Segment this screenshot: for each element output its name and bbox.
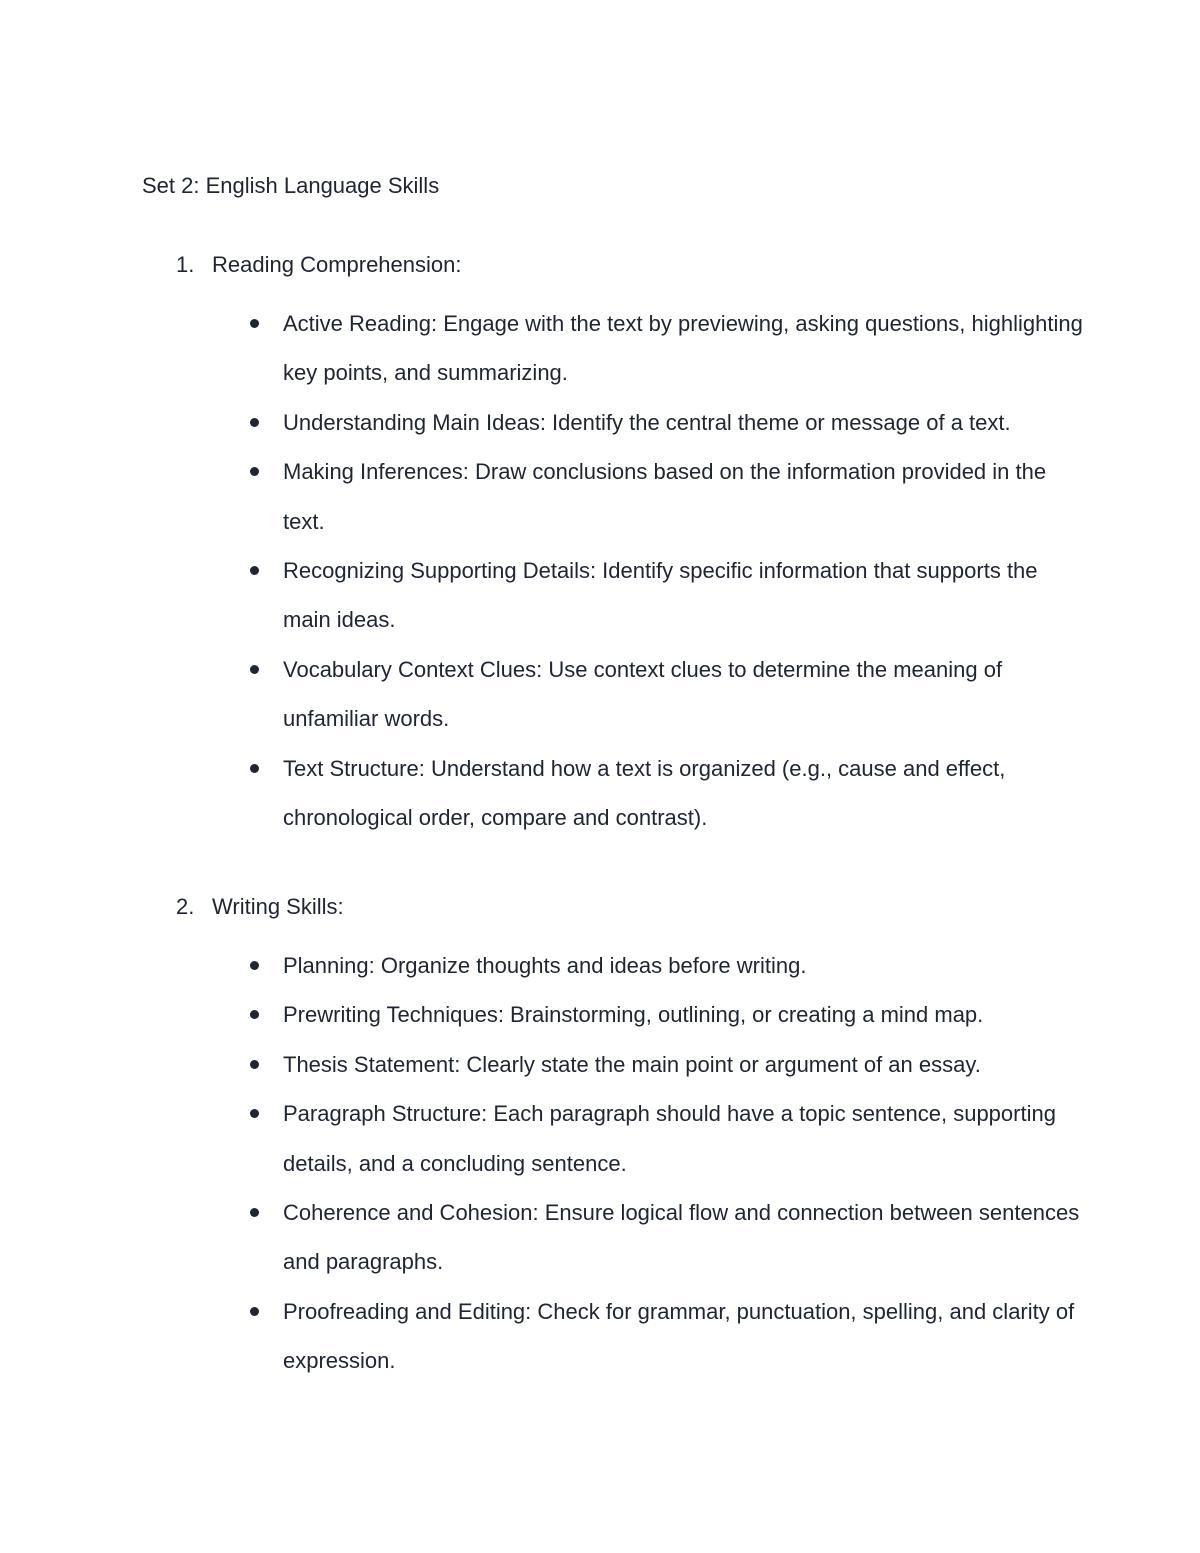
list-item <box>0 1287 1083 1386</box>
list-item <box>0 645 1083 744</box>
section-heading <box>0 249 1200 299</box>
list-item-text: Planning: Organize thoughts and ideas before writing. <box>283 953 807 978</box>
bullet-icon <box>250 961 259 970</box>
list-item-text: Proofreading and Editing: Check for grammar, punctuation, spelling, and clarity of expression. <box>283 1298 1075 1374</box>
list-item <box>0 447 1083 546</box>
bullet-icon <box>250 319 259 328</box>
list-item <box>0 398 1083 447</box>
section-title: Writing Skills: <box>212 894 344 919</box>
list-item-text: Recognizing Supporting Details: Identify specific information that supports the main ideas. <box>283 558 1038 633</box>
list-item-text: Prewriting Techniques: Brainstorming, outlining, or creating a mind map. <box>283 1002 984 1028</box>
list-item <box>0 1089 1083 1188</box>
bullet-icon <box>250 1060 259 1069</box>
section-number: 2. <box>176 894 195 919</box>
bullet-icon <box>250 566 259 575</box>
list-item <box>0 546 1083 645</box>
list-item <box>0 744 1083 843</box>
bullet-icon <box>250 418 259 427</box>
list-item <box>0 1040 1083 1089</box>
list-item <box>0 990 1083 1039</box>
list-item-text: Vocabulary Context Clues: Use context clues to determine the meaning of unfamiliar words. <box>283 656 1003 732</box>
bullet-icon <box>250 665 259 674</box>
list-item <box>0 299 1083 398</box>
bullet-icon <box>250 1109 259 1118</box>
list-item-text: Text Structure: Understand how a text is organized (e.g., cause and effect, chronological order, compare and contrast). <box>283 755 1006 831</box>
bullet-icon <box>250 1208 259 1217</box>
section-heading <box>0 891 1200 941</box>
list-item-text: Active Reading: Engage with the text by previewing, asking questions, highlighting key points, and summarizing. <box>283 311 1083 386</box>
list-item-text: Thesis Statement: Clearly state the main point or argument of an essay. <box>283 1051 981 1077</box>
bullet-icon <box>250 1010 259 1019</box>
list-item-text: Making Inferences: Draw conclusions based on the information provided in the text. <box>283 459 1047 534</box>
document-title: Set 2: English Language Skills <box>142 173 440 198</box>
list-item-text: Coherence and Cohesion: Ensure logical flow and connection between sentences and paragraphs. <box>283 1200 1080 1275</box>
list-item <box>0 1188 1083 1287</box>
bullet-list <box>0 941 1200 1386</box>
section-title: Reading Comprehension: <box>212 252 462 277</box>
bullet-icon <box>250 764 259 773</box>
bullet-icon <box>250 467 259 476</box>
list-item-text: Understanding Main Ideas: Identify the central theme or message of a text. <box>283 409 1011 435</box>
list-item <box>0 941 1083 990</box>
bullet-icon <box>250 1307 259 1316</box>
list-item-text: Paragraph Structure: Each paragraph should have a topic sentence, supporting details, and a concluding sentence. <box>283 1101 1056 1176</box>
section-number: 1. <box>176 252 195 277</box>
bullet-list <box>0 299 1200 842</box>
